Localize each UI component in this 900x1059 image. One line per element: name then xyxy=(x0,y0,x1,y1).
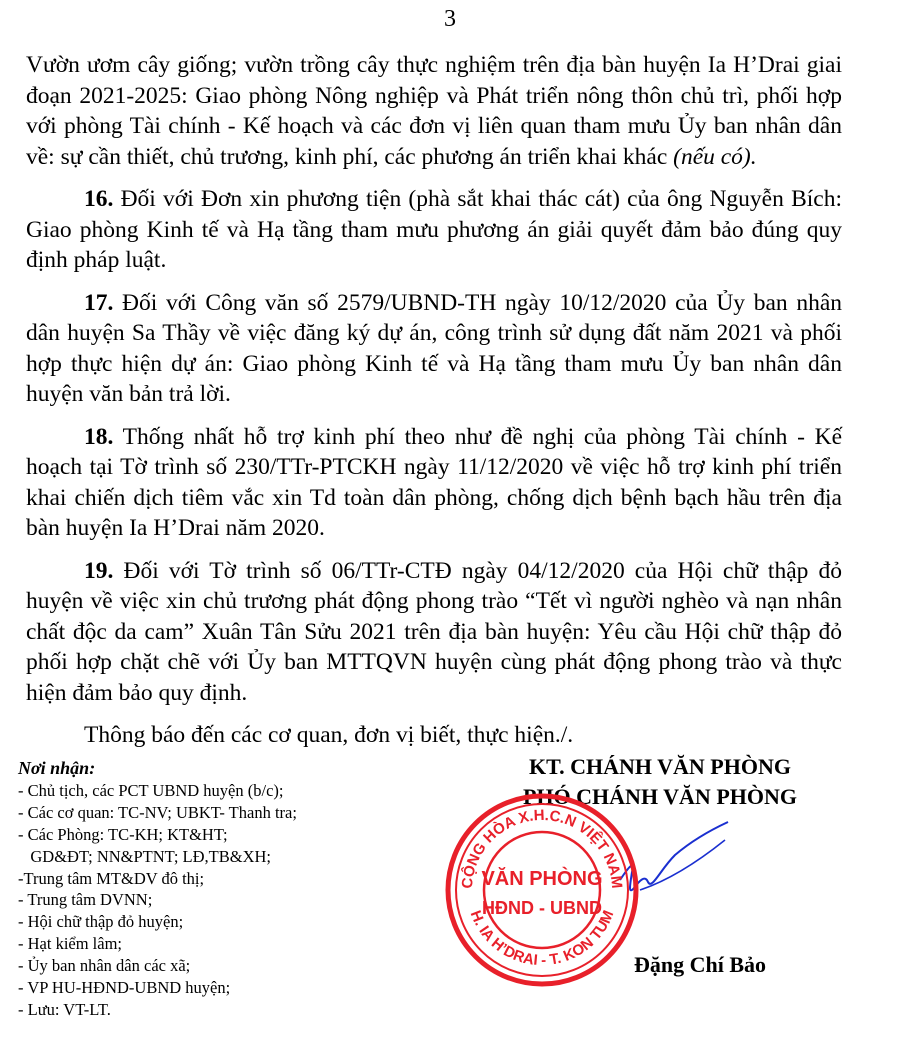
paragraph-16-text: Đối với Đơn xin phương tiện (phà sắt khai thác cát) của ông Nguyễn Bích: Giao phòng Kinh tế và Hạ tầng tham mưu phương án giải quyết đảm bảo đúng quy định pháp luật. xyxy=(26,186,842,273)
item-number-17: 17. xyxy=(84,289,114,316)
paragraph-17 xyxy=(26,288,842,410)
page-number: 3 xyxy=(444,6,456,32)
paragraph-15-text: Vườn ươm cây giống; vườn trồng cây thực nghiệm trên địa bàn huyện Ia H’Drai giai đoạn 2021-2025: Giao phòng Nông nghiệp và Phát triển nông thôn chủ trì, phối hợp với phòng Tài chính - Kế hoạch và các đơn vị liên quan tham mưu Ủy ban nhân dân về: sự cần thiết, chủ trương, kinh phí, các phương án triển khai khác xyxy=(26,52,842,170)
recipients-block xyxy=(18,758,438,1021)
closing-line: Thông báo đến các cơ quan, đơn vị biết, thực hiện./. xyxy=(84,722,574,748)
paragraph-15-continued xyxy=(26,50,842,172)
stamp-center-line1: VĂN PHÒNG xyxy=(481,868,603,890)
paragraph-16 xyxy=(26,184,842,276)
document-body xyxy=(26,50,842,763)
recipient-item: - Trung tâm DVNN; xyxy=(18,890,153,910)
paragraph-17-text: Đối với Công văn số 2579/UBND-TH ngày 10/12/2020 của Ủy ban nhân dân huyện Sa Thầy về việc đăng ký dự án, công trình sử dụng đất năm 2021 và phối hợp thực hiện dự án: Giao phòng Kinh tế và Hạ tầng tham mưu Ủy ban nhân dân huyện văn bản trả lời. xyxy=(26,289,842,407)
recipient-item: - Hạt kiểm lâm; xyxy=(18,934,123,954)
recipient-item: - Lưu: VT-LT. xyxy=(18,999,111,1019)
recipient-item: - Chủ tịch, các PCT UBND huyện (b/c); xyxy=(18,780,284,800)
recipient-item: - Hội chữ thập đỏ huyện; xyxy=(18,912,184,932)
paragraph-15-italic: (nếu có). xyxy=(673,143,757,170)
recipient-item: GD&ĐT; NN&PTNT; LĐ,TB&XH; xyxy=(18,846,272,866)
recipient-item: - VP HU-HĐND-UBND huyện; xyxy=(18,978,231,998)
signer-title-primary: KT. CHÁNH VĂN PHÒNG xyxy=(529,754,791,779)
recipients-heading: Nơi nhận: xyxy=(18,758,96,778)
recipient-item: - Các cơ quan: TC-NV; UBKT- Thanh tra; xyxy=(18,802,297,822)
recipient-item: - Các Phòng: TC-KH; KT&HT; xyxy=(18,824,228,844)
item-number-16: 16. xyxy=(84,186,114,212)
stamp-ring-top: CỘNG HÒA X.H.C.N VIỆT NAM xyxy=(458,806,626,890)
paragraph-18 xyxy=(26,422,842,544)
official-stamp xyxy=(442,790,642,990)
signer-name: Đặng Chí Bảo xyxy=(633,952,767,977)
paragraph-19 xyxy=(26,556,842,709)
item-number-18: 18. xyxy=(84,423,114,450)
paragraph-18-text: Thống nhất hỗ trợ kinh phí theo như đề nghị của phòng Tài chính - Kế hoạch tại Tờ trình số 230/TTr-PTCKH ngày 11/12/2020 về việc hỗ trợ kinh phí triển khai chiến dịch tiêm vắc xin Td toàn dân phòng, chống dịch bệnh bạch hầu trên địa bàn huyện Ia H’Drai năm 2020. xyxy=(26,423,842,541)
paragraph-19-text: Đối với Tờ trình số 06/TTr-CTĐ ngày 04/12/2020 của Hội chữ thập đỏ huyện về việc xin chủ trương phát động phong trào “Tết vì người nghèo và nạn nhân chất độc da cam” Xuân Tân Sửu 2021 trên địa bàn huyện: Yêu cầu Hội chữ thập đỏ phối hợp chặt chẽ với Ủy ban MTTQVN huyện cùng phát động phong trào và thực hiện đảm bảo quy định. xyxy=(26,557,842,706)
recipient-item: -Trung tâm MT&DV đô thị; xyxy=(18,868,205,888)
recipient-item: - Ủy ban nhân dân các xã; xyxy=(18,956,191,976)
stamp-ring-bottom: H. IA H’DRAI - T. KON TUM xyxy=(466,907,618,970)
signer-title-secondary: PHÓ CHÁNH VĂN PHÒNG xyxy=(523,784,797,809)
stamp-center-line2: HĐND - UBND xyxy=(482,898,602,918)
item-number-19: 19. xyxy=(84,557,114,584)
